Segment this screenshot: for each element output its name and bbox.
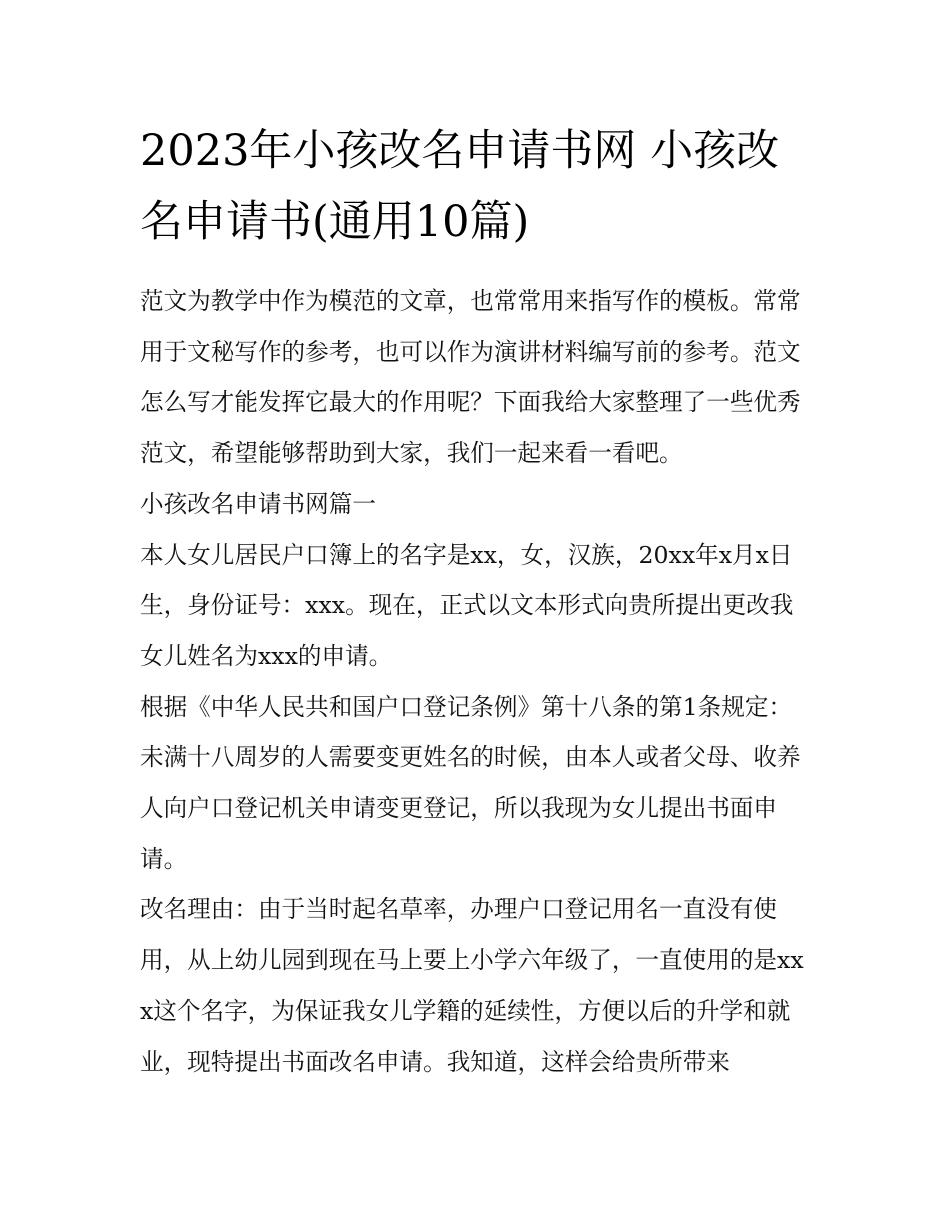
legal-basis-paragraph: 根据《中华人民共和国户口登记条例》第十八条的第1条规定：未满十八周岁的人需要变更姓名的时候，由本人或者父母、收养人向户口登记机关申请变更登记，所以我现为女儿提出书面申请。 — [140, 692, 801, 873]
section-heading: 小孩改名申请书网篇一 — [140, 489, 376, 518]
document-body — [140, 276, 815, 1087]
intro-paragraph: 范文为教学中作为模范的文章，也常常用来指写作的模板。常常用于文秘写作的参考，也可以作为演讲材料编写前的参考。范文怎么写才能发挥它最大的作用呢？下面我给大家整理了一些优秀范文，希望能够帮助到大家，我们一起来看一看吧。 — [140, 287, 801, 468]
document-title: 2023年小孩改名申请书网 小孩改名申请书(通用10篇) — [140, 126, 780, 247]
identity-paragraph: 本人女儿居民户口簿上的名字是xx，女，汉族，20xx年x月x日生，身份证号：xxx。现在，正式以文本形式向贵所提出更改我女儿姓名为xxx的申请。 — [140, 540, 794, 670]
reason-paragraph: 改名理由：由于当时起名草率，办理户口登记用名一直没有使用，从上幼儿园到现在马上要上小学六年级了，一直使用的是xxx这个名字，为保证我女儿学籍的延续性，方便以后的升学和就业，现特提出书面改名申请。我知道，这样会给贵所带来 — [140, 895, 804, 1076]
